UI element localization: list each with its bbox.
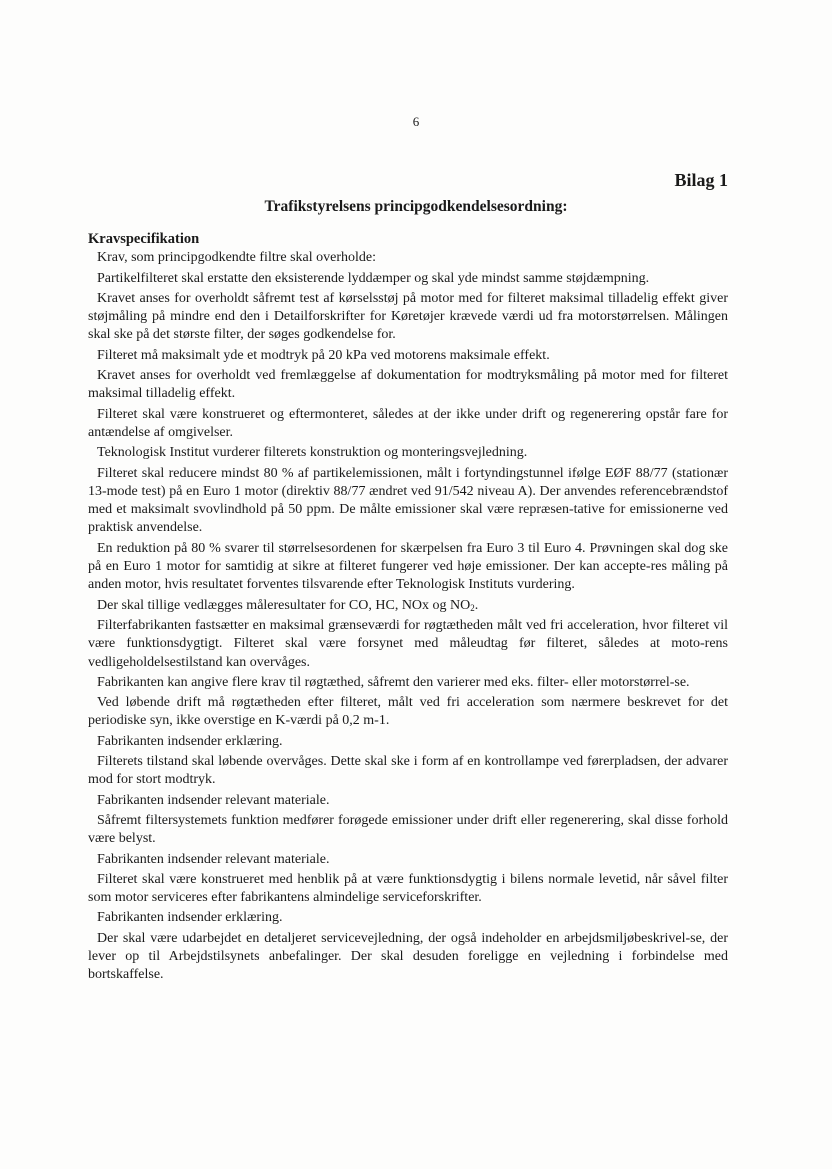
paragraph: Filteret skal reducere mindst 80 % af partikelemissionen, målt i fortyndingstunnel ifølge EØF 88/77 (stationær 13-mode test) på en Euro 1 motor (direktiv 88/77 ændret ved 91/542 niveau A). Der anvendes referencebrændstof med et maksimalt svovlindhold på 50 ppm. De målte emissioner skal være repræsen-tative for emissionerne ved praktisk anvendelse. — [88, 465, 728, 536]
paragraph: Krav, som principgodkendte filtre skal overholde: — [97, 250, 377, 266]
paragraph: Fabrikanten kan angive flere krav til røgtæthed, såfremt den varierer med eks. filter- eller motorstørrel-se. — [97, 674, 690, 690]
paragraph: Fabrikanten indsender relevant materiale. — [97, 851, 330, 867]
paragraph: Der skal være udarbejdet en detaljeret servicevejledning, der også indeholder en arbejdsmiljøbeskrivel-se, der lever op til Arbejdstilsynets anbefalinger. Der skal desuden foreligge en vejledning i forbindelse med bortskaffelse. — [88, 930, 728, 983]
paragraph-text: Der skal tillige vedlægges måleresultater for CO, HC, NOx og NO — [97, 597, 471, 613]
document-title: Trafikstyrelsens principgodkendelsesordning: — [264, 198, 568, 215]
paragraph-emissions — [88, 597, 728, 615]
paragraph: Filteret skal være konstrueret og eftermonteret, således at der ikke under drift og regenerering opstår fare for antændelse af omgivelser. — [88, 406, 728, 440]
paragraph: Fabrikanten indsender erklæring. — [97, 910, 283, 926]
page-number: 6 — [412, 114, 420, 129]
appendix-label: Bilag 1 — [674, 170, 728, 190]
paragraph: Kravet anses for overholdt ved fremlæggelse af dokumentation for modtryksmåling på motor med for filteret maksimal tilladelig effekt. — [88, 368, 728, 402]
paragraph: Kravet anses for overholdt såfremt test af kørselsstøj på motor med for filteret maksimal tilladelig effekt giver støjmåling på mindre end den i Detailforskrifter for Køretøjer krævede værdi ud fra motorstørrelsen. Målingen skal ske på det største filter, der søges godkendelse for. — [88, 290, 728, 343]
paragraph: Fabrikanten indsender erklæring. — [97, 733, 283, 749]
subscript: 2 — [470, 602, 475, 613]
paragraph: Fabrikanten indsender relevant materiale. — [97, 792, 330, 808]
paragraph: Teknologisk Institut vurderer filterets konstruktion og monteringsvejledning. — [97, 445, 528, 461]
paragraph: Filterfabrikanten fastsætter en maksimal grænseværdi for røgtætheden målt ved fri acceleration, hvor filteret vil være funktionsdygtigt. Filteret skal være forsynet med måleudtag før filteret, således at moto-rens vedligeholdelsestilstand kan overvåges. — [88, 617, 728, 670]
period: . — [474, 597, 479, 613]
paragraph: Filteret må maksimalt yde et modtryk på 20 kPa ved motorens maksimale effekt. — [97, 347, 550, 363]
paragraph: Såfremt filtersystemets funktion medfører forøgede emissioner under drift eller regenerering, skal disse forhold være belyst. — [88, 812, 728, 847]
paragraph: Partikelfilteret skal erstatte den eksisterende lyddæmper og skal yde mindst samme støjdæmpning. — [97, 270, 650, 286]
paragraph: En reduktion på 80 % svarer til størrelsesordenen for skærpelsen fra Euro 3 til Euro 4. Prøvningen skal dog ske på en Euro 1 motor for samtidig at sikre at filteret fungerer ved høje emissioner. Der kan accepte-res måling på anden motor, hvis resultatet forventes tilsvarende efter Teknologisk Instituts vurdering. — [88, 540, 728, 593]
paragraph: Ved løbende drift må røgtætheden efter filteret, målt ved fri acceleration som nærmere beskrevet for det periodiske syn, ikke overstige en K-værdi på 0,2 m-1. — [88, 695, 728, 729]
section-heading: Kravspecifikation — [88, 231, 200, 247]
paragraph: Filterets tilstand skal løbende overvåges. Dette skal ske i form af en kontrollampe ved førerpladsen, der advarer mod for stort modtryk. — [88, 754, 728, 788]
document-body — [88, 230, 728, 987]
paragraph: Filteret skal være konstrueret med henblik på at være funktionsdygtig i bilens normale levetid, når såvel filter som motor serviceres efter fabrikantens almindelige serviceforskrifter. — [88, 871, 728, 906]
